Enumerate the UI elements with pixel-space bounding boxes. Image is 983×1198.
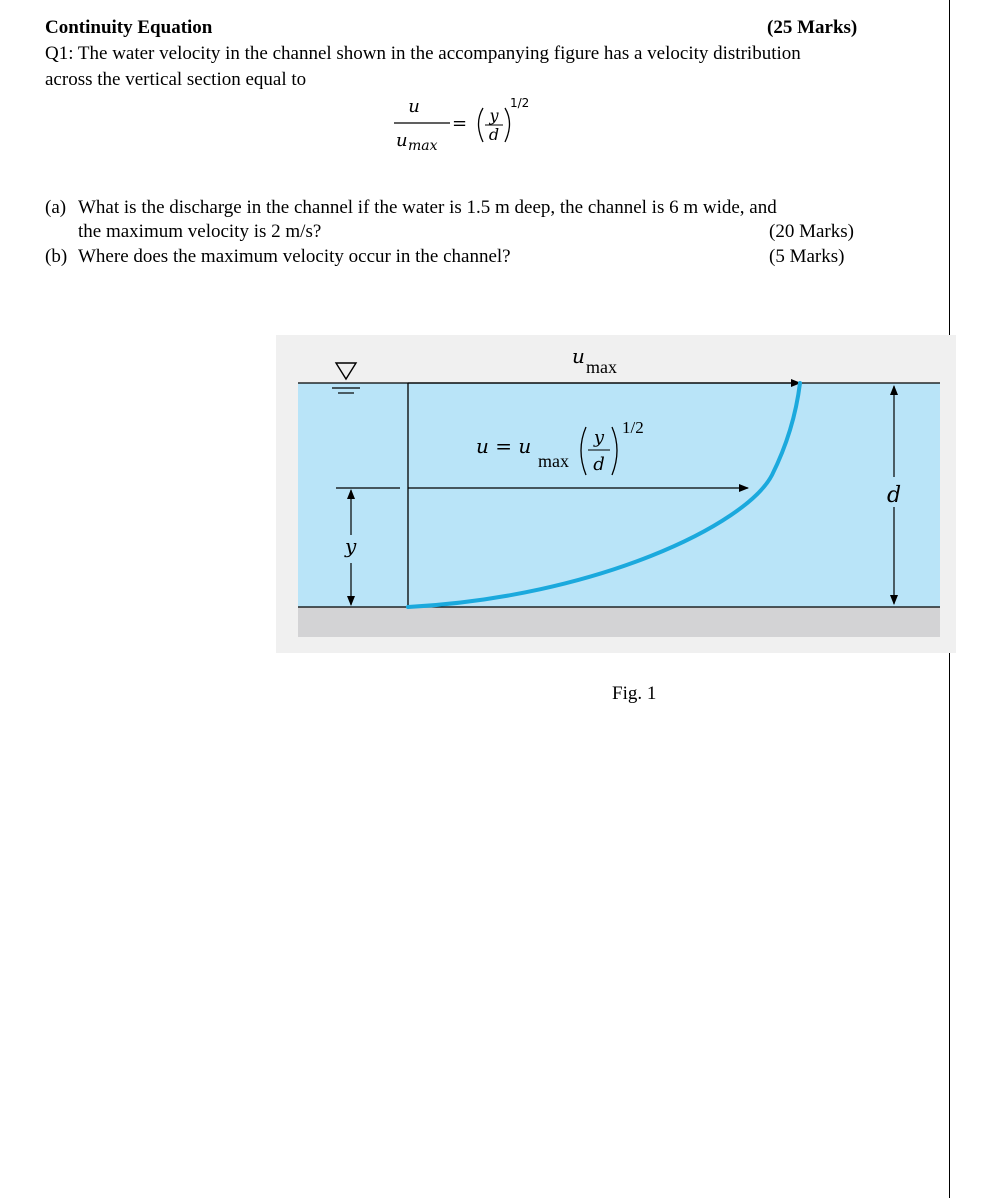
part-b-label: (b) bbox=[45, 246, 68, 267]
u-max-subscript: max bbox=[586, 357, 617, 377]
eq-left-paren bbox=[479, 108, 484, 142]
water-region bbox=[298, 383, 940, 607]
eq-inner-numerator: y bbox=[489, 106, 499, 125]
eq-equals: = bbox=[452, 113, 468, 134]
part-a-text-line-1: What is the discharge in the channel if the water is 1.5 m deep, the channel is 6 m wide, and bbox=[78, 197, 777, 218]
u-max-label: u bbox=[572, 344, 585, 368]
eq-exponent: 1/2 bbox=[510, 96, 530, 110]
channel-velocity-figure bbox=[276, 335, 956, 653]
d-dimension-label: d bbox=[887, 483, 902, 508]
figure-caption: Fig. 1 bbox=[612, 683, 657, 704]
question-text-line-1: Q1: The water velocity in the channel shown in the accompanying figure has a velocity distribution bbox=[45, 43, 801, 64]
part-a-text-line-2: the maximum velocity is 2 m/s? bbox=[78, 221, 322, 242]
eq-denominator: u bbox=[396, 130, 408, 151]
part-a-marks: (20 Marks) bbox=[769, 221, 854, 242]
channel-bed bbox=[298, 607, 940, 637]
profile-denominator: d bbox=[593, 454, 605, 475]
part-b-marks: (5 Marks) bbox=[769, 246, 845, 267]
eq-right-paren bbox=[505, 108, 510, 142]
question-text-line-2: across the vertical section equal to bbox=[45, 69, 307, 90]
profile-exponent: 1/2 bbox=[622, 418, 644, 437]
y-dimension-label: y bbox=[345, 534, 357, 558]
total-marks: (25 Marks) bbox=[767, 17, 858, 38]
profile-subscript: max bbox=[538, 451, 569, 471]
part-b-text: Where does the maximum velocity occur in the channel? bbox=[78, 246, 511, 267]
profile-numerator: y bbox=[593, 427, 605, 448]
section-title: Continuity Equation bbox=[45, 17, 213, 38]
eq-inner-denominator: d bbox=[488, 125, 500, 144]
velocity-equation-svg bbox=[388, 94, 558, 156]
eq-denominator-sub: max bbox=[408, 138, 438, 154]
velocity-equation bbox=[388, 94, 558, 156]
channel-figure-svg bbox=[276, 335, 956, 653]
part-a-label: (a) bbox=[45, 197, 67, 218]
eq-numerator: u bbox=[408, 96, 420, 117]
profile-lhs: u = u bbox=[476, 434, 532, 458]
